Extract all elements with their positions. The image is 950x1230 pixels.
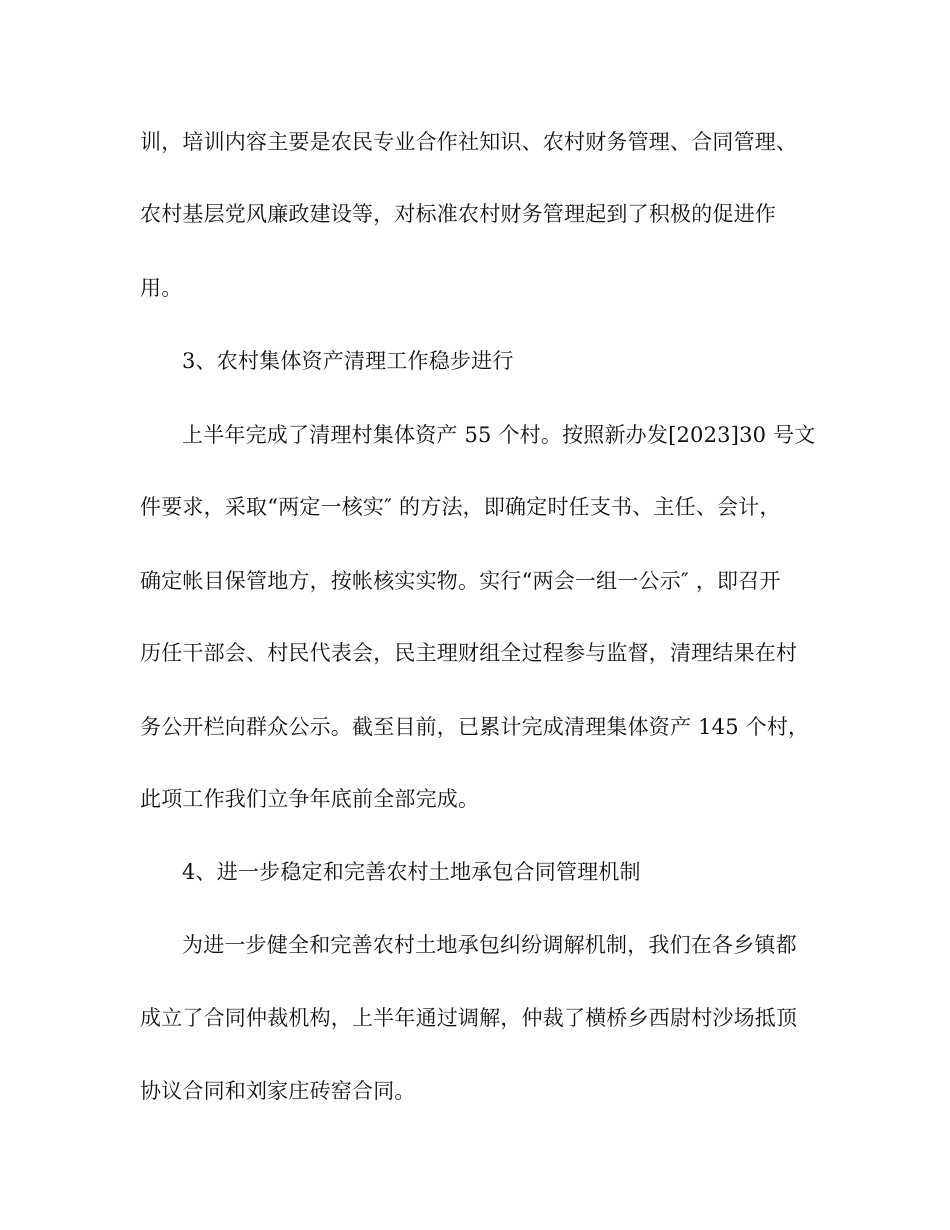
paragraph-line: 成立了合同仲裁机构，上半年通过调解，仲裁了横桥乡西尉村沙场抵顶 — [140, 1006, 798, 1030]
paragraph-line: 用。 — [140, 276, 183, 300]
paragraph-line: 确定帐目保管地方，按帐核实实物。实行“两会一组一公示″ ，即召开 — [140, 569, 781, 593]
paragraph-line: 协议合同和刘家庄砖窑合同。 — [140, 1079, 416, 1103]
paragraph-line: 为进一步健全和完善农村土地承包纠纷调解机制，我们在各乡镇都 — [182, 933, 797, 957]
paragraph-line: 此项工作我们立争年底前全部完成。 — [140, 787, 480, 811]
paragraph-line: 农村基层党风廉政建设等，对标准农村财务管理起到了积极的促进作 — [140, 202, 776, 226]
section-heading-3: 3、农村集体资产清理工作稳步进行 — [182, 349, 514, 373]
paragraph-line: 历任干部会、村民代表会，民主理财组全过程参与监督，清理结果在村 — [140, 641, 798, 665]
paragraph-line: 训，培训内容主要是农民专业合作社知识、农村财务管理、合同管理、 — [140, 130, 798, 154]
paragraph-line: 上半年完成了清理村集体资产 55 个村。按照新办发[2023]30 号文 — [182, 423, 816, 447]
paragraph-line: 务公开栏向群众公示。截至目前，已累计完成清理集体资产 145 个村， — [140, 715, 810, 739]
paragraph-line: 件要求，采取“两定一核实″ 的方法，即确定时任支书、主任、会计， — [140, 495, 781, 519]
section-heading-4: 4、进一步稳定和完善农村土地承包合同管理机制 — [182, 860, 641, 884]
